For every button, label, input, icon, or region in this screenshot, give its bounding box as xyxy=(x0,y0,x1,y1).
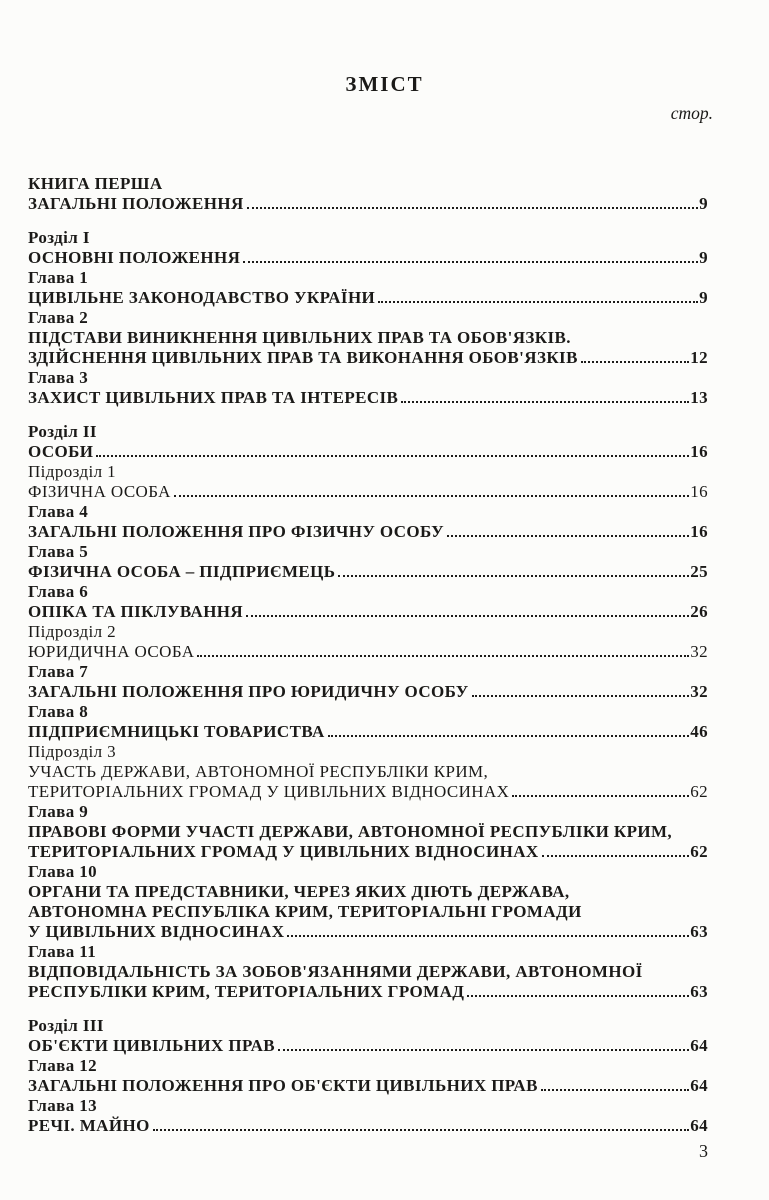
toc-row xyxy=(28,922,708,942)
page-number: 3 xyxy=(699,1141,708,1161)
dot-leader xyxy=(401,401,689,403)
toc-row xyxy=(28,962,708,982)
dot-leader xyxy=(96,455,689,457)
toc-entry-text: Глава 13 xyxy=(28,1096,98,1115)
toc-entry-page: 63 xyxy=(690,922,708,941)
toc-row xyxy=(28,1036,708,1056)
toc-entry-text: КНИГА ПЕРША xyxy=(28,174,163,193)
toc-row xyxy=(28,228,708,248)
dot-leader xyxy=(378,301,698,303)
toc-row xyxy=(28,194,708,214)
toc-entry-text: УЧАСТЬ ДЕРЖАВИ, АВТОНОМНОЇ РЕСПУБЛІКИ КРИМ, xyxy=(28,762,489,781)
toc-row xyxy=(28,388,708,408)
toc-entry-text: ЗАХИСТ ЦИВІЛЬНИХ ПРАВ ТА ІНТЕРЕСІВ xyxy=(28,388,399,407)
dot-leader xyxy=(467,995,689,997)
dot-leader xyxy=(542,855,690,857)
toc-row xyxy=(28,174,708,194)
dot-leader xyxy=(278,1049,689,1051)
toc-row xyxy=(28,442,708,462)
toc-row xyxy=(28,582,708,602)
toc-entry-text: ЗДІЙСНЕННЯ ЦИВІЛЬНИХ ПРАВ ТА ВИКОНАННЯ ОБОВ'ЯЗКІВ xyxy=(28,348,578,367)
toc-row xyxy=(28,1076,708,1096)
toc-entry-text: Глава 9 xyxy=(28,802,89,821)
toc-entry-page: 16 xyxy=(690,442,708,461)
toc-row xyxy=(28,882,708,902)
toc-entry-text: АВТОНОМНА РЕСПУБЛІКА КРИМ, ТЕРИТОРІАЛЬНІ ГРОМАДИ xyxy=(28,902,582,921)
toc-row xyxy=(28,502,708,522)
toc-row xyxy=(28,682,708,702)
toc-entry-text: РЕСПУБЛІКИ КРИМ, ТЕРИТОРІАЛЬНИХ ГРОМАД xyxy=(28,982,465,1001)
dot-leader xyxy=(512,795,689,797)
toc-entry-text: Глава 7 xyxy=(28,662,89,681)
dot-leader xyxy=(197,655,689,657)
toc-entry-text: Глава 5 xyxy=(28,542,89,561)
toc-row xyxy=(28,308,708,328)
toc-entry-text: ОСОБИ xyxy=(28,442,94,461)
toc-entry-text: У ЦИВІЛЬНИХ ВІДНОСИНАХ xyxy=(28,922,285,941)
toc-entry-text: ТЕРИТОРІАЛЬНИХ ГРОМАД У ЦИВІЛЬНИХ ВІДНОСИНАХ xyxy=(28,842,539,861)
toc-entry-text: ЮРИДИЧНА ОСОБА xyxy=(28,642,195,661)
toc-entry-text: ВІДПОВІДАЛЬНІСТЬ ЗА ЗОБОВ'ЯЗАННЯМИ ДЕРЖАВИ, АВТОНОМНОЇ xyxy=(28,962,643,981)
toc-row xyxy=(28,422,708,442)
toc-entry-text: Глава 3 xyxy=(28,368,89,387)
toc-entry-text: Розділ II xyxy=(28,422,97,441)
toc-entry-text: Глава 8 xyxy=(28,702,89,721)
page-column-label: стор. xyxy=(670,103,713,123)
toc-row xyxy=(28,1116,708,1136)
toc-entry-text: ЗАГАЛЬНІ ПОЛОЖЕННЯ ПРО ОБ'ЄКТИ ЦИВІЛЬНИХ ПРАВ xyxy=(28,1076,538,1095)
toc-entry-page: 13 xyxy=(690,388,708,407)
dot-leader xyxy=(447,535,689,537)
toc-row xyxy=(28,902,708,922)
toc-entry-text: Глава 2 xyxy=(28,308,89,327)
dot-leader xyxy=(472,695,690,697)
toc-row xyxy=(28,782,708,802)
toc-row xyxy=(28,602,708,622)
toc-row xyxy=(28,522,708,542)
toc-row xyxy=(28,742,708,762)
page-title: ЗМІСТ xyxy=(345,72,424,96)
toc-row xyxy=(28,802,708,822)
toc-row xyxy=(28,482,708,502)
dot-leader xyxy=(328,735,689,737)
dot-leader xyxy=(243,261,698,263)
toc-entry-text: ОБ'ЄКТИ ЦИВІЛЬНИХ ПРАВ xyxy=(28,1036,275,1055)
toc-entry-text: Підрозділ 2 xyxy=(28,622,117,641)
toc-row xyxy=(28,368,708,388)
toc-entry-page: 64 xyxy=(690,1076,708,1095)
toc-row xyxy=(28,462,708,482)
toc-entry-page: 9 xyxy=(699,248,708,267)
toc-entry-text: ФІЗИЧНА ОСОБА – ПІДПРИЄМЕЦЬ xyxy=(28,562,336,581)
toc-entry-text: Розділ III xyxy=(28,1016,104,1035)
toc-row xyxy=(28,942,708,962)
toc-row xyxy=(28,982,708,1002)
toc-entry-text: Глава 1 xyxy=(28,268,89,287)
toc-entry-page: 64 xyxy=(690,1116,708,1135)
toc-entry-text: Глава 12 xyxy=(28,1056,98,1075)
toc-entry-page: 16 xyxy=(690,522,708,541)
toc-entry-text: Глава 6 xyxy=(28,582,89,601)
toc-entry-page: 62 xyxy=(690,842,708,861)
toc-entry-text: ЦИВІЛЬНЕ ЗАКОНОДАВСТВО УКРАЇНИ xyxy=(28,288,376,307)
toc-row xyxy=(28,642,708,662)
toc-row xyxy=(28,1056,708,1076)
toc-entry-page: 26 xyxy=(690,602,708,621)
toc-entry-text: ЗАГАЛЬНІ ПОЛОЖЕННЯ xyxy=(28,194,244,213)
toc-row xyxy=(28,622,708,642)
toc-entry-page: 16 xyxy=(690,482,708,501)
toc-entry-text: ТЕРИТОРІАЛЬНИХ ГРОМАД У ЦИВІЛЬНИХ ВІДНОСИНАХ xyxy=(28,782,510,801)
toc-entry-page: 25 xyxy=(690,562,708,581)
toc-entry-text: ЗАГАЛЬНІ ПОЛОЖЕННЯ ПРО ФІЗИЧНУ ОСОБУ xyxy=(28,522,444,541)
toc-row xyxy=(28,702,708,722)
toc-entry-page: 9 xyxy=(699,194,708,213)
dot-leader xyxy=(174,495,689,497)
toc-row xyxy=(28,822,708,842)
toc-entry-page: 46 xyxy=(690,722,708,741)
toc-row xyxy=(28,542,708,562)
toc-entry-text: Розділ I xyxy=(28,228,90,247)
toc-entry-text: Глава 10 xyxy=(28,862,98,881)
toc-entry-text: Глава 11 xyxy=(28,942,97,961)
toc-entry-text: ЗАГАЛЬНІ ПОЛОЖЕННЯ ПРО ЮРИДИЧНУ ОСОБУ xyxy=(28,682,469,701)
dot-leader xyxy=(581,361,689,363)
toc-entry-page: 32 xyxy=(690,682,708,701)
toc-entry-text: ПІДСТАВИ ВИНИКНЕННЯ ЦИВІЛЬНИХ ПРАВ ТА ОБОВ'ЯЗКІВ. xyxy=(28,328,571,347)
toc-entry-text: ОСНОВНІ ПОЛОЖЕННЯ xyxy=(28,248,241,267)
toc-entry-page: 63 xyxy=(690,982,708,1001)
toc-row xyxy=(28,328,708,348)
toc-entry-text: РЕЧІ. МАЙНО xyxy=(28,1116,150,1135)
toc-row xyxy=(28,248,708,268)
toc-row xyxy=(28,1096,708,1116)
toc-row xyxy=(28,562,708,582)
toc-row xyxy=(28,662,708,682)
table-of-contents xyxy=(28,174,708,1136)
toc-entry-text: Глава 4 xyxy=(28,502,89,521)
dot-leader xyxy=(246,615,689,617)
toc-entry-text: Підрозділ 3 xyxy=(28,742,117,761)
toc-entry-page: 62 xyxy=(690,782,708,801)
toc-entry-page: 64 xyxy=(690,1036,708,1055)
toc-entry-text: ПРАВОВІ ФОРМИ УЧАСТІ ДЕРЖАВИ, АВТОНОМНОЇ РЕСПУБЛІКИ КРИМ, xyxy=(28,822,673,841)
toc-entry-page: 32 xyxy=(690,642,708,661)
toc-row xyxy=(28,762,708,782)
dot-leader xyxy=(541,1089,689,1091)
toc-entry-text: ОРГАНИ ТА ПРЕДСТАВНИКИ, ЧЕРЕЗ ЯКИХ ДІЮТЬ ДЕРЖАВА, xyxy=(28,882,570,901)
dot-leader xyxy=(287,935,689,937)
toc-entry-text: ОПІКА ТА ПІКЛУВАННЯ xyxy=(28,602,244,621)
toc-row xyxy=(28,288,708,308)
toc-row xyxy=(28,862,708,882)
toc-row xyxy=(28,348,708,368)
toc-row xyxy=(28,722,708,742)
toc-row xyxy=(28,268,708,288)
toc-entry-page: 9 xyxy=(699,288,708,307)
toc-row xyxy=(28,842,708,862)
dot-leader xyxy=(247,207,698,209)
dot-leader xyxy=(338,575,689,577)
toc-entry-text: Підрозділ 1 xyxy=(28,462,117,481)
toc-row xyxy=(28,1016,708,1036)
toc-entry-text: ФІЗИЧНА ОСОБА xyxy=(28,482,171,501)
dot-leader xyxy=(153,1129,689,1131)
toc-entry-text: ПІДПРИЄМНИЦЬКІ ТОВАРИСТВА xyxy=(28,722,325,741)
toc-entry-page: 12 xyxy=(690,348,708,367)
